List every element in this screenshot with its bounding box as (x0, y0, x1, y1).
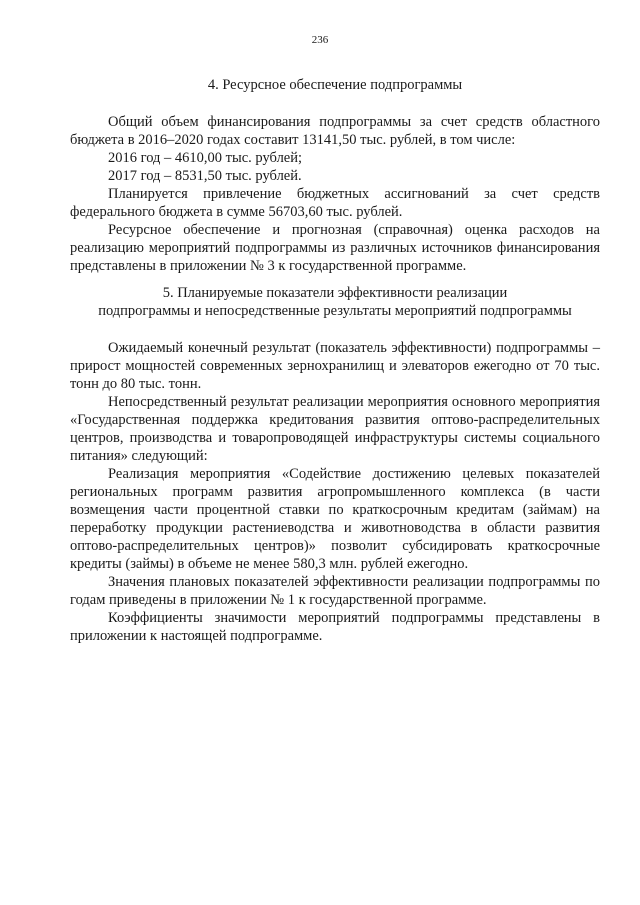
section-5-body (70, 339, 600, 645)
section-5-paragraph-implementation: Реализация мероприятия «Содействие достижению целевых показателей региональных программ развития агропромышленного комплекса (в части возмещения части процентной ставки по краткосрочным кредитам (займам) на переработку продукции растениеводства и животноводства в области развития оптово-распределительных центров)» позволит субсидировать краткосрочные кредиты (займы) в объеме не менее 580,3 млн. рублей ежегодно. (70, 466, 600, 572)
section-4-year-2016: 2016 год – 4610,00 тыс. рублей; (108, 150, 303, 166)
section-4-body (70, 113, 600, 275)
section-4-year-2017: 2017 год – 8531,50 тыс. рублей. (108, 168, 302, 184)
section-5-heading-line-2: подпрограммы и непосредственные результаты мероприятий подпрограммы (98, 303, 572, 319)
section-5-heading (70, 284, 600, 320)
section-5-paragraph-direct-result: Непосредственный результат реализации мероприятия основного мероприятия «Государственная поддержка кредитования развития оптово-распределительных центров, производства и товаропроводящей инфраструктуры системы социального питания» следующий: (70, 394, 600, 464)
section-5-paragraph-planned-values: Значения плановых показателей эффективности реализации подпрограммы по годам приведены в приложении № 1 к государственной программе. (70, 574, 600, 608)
section-4-heading: 4. Ресурсное обеспечение подпрограммы (207, 77, 463, 93)
section-5-paragraph-expected-result: Ожидаемый конечный результат (показатель эффективности) подпрограммы – прирост мощностей современных зернохранилищ и элеваторов ежегодно от 70 тыс. тонн до 80 тыс. тонн. (70, 340, 600, 392)
section-4-paragraph-federal: Планируется привлечение бюджетных ассигнований за счет средств федерального бюджета в сумме 56703,60 тыс. рублей. (70, 186, 600, 220)
section-5-heading-line-1: 5. Планируемые показатели эффективности реализации (162, 285, 508, 301)
section-4-paragraph-resources: Ресурсное обеспечение и прогнозная (справочная) оценка расходов на реализацию мероприятий подпрограммы из различных источников финансирования представлены в приложении № 3 к государственной программе. (70, 222, 600, 274)
page-number: 236 (311, 34, 329, 46)
section-5-paragraph-coefficients: Коэффициенты значимости мероприятий подпрограммы представлены в приложении к настоящей подпрограмме. (70, 610, 600, 644)
section-4-paragraph-funding: Общий объем финансирования подпрограммы за счет средств областного бюджета в 2016–2020 годах составит 13141,50 тыс. рублей, в том числе: (70, 114, 600, 148)
